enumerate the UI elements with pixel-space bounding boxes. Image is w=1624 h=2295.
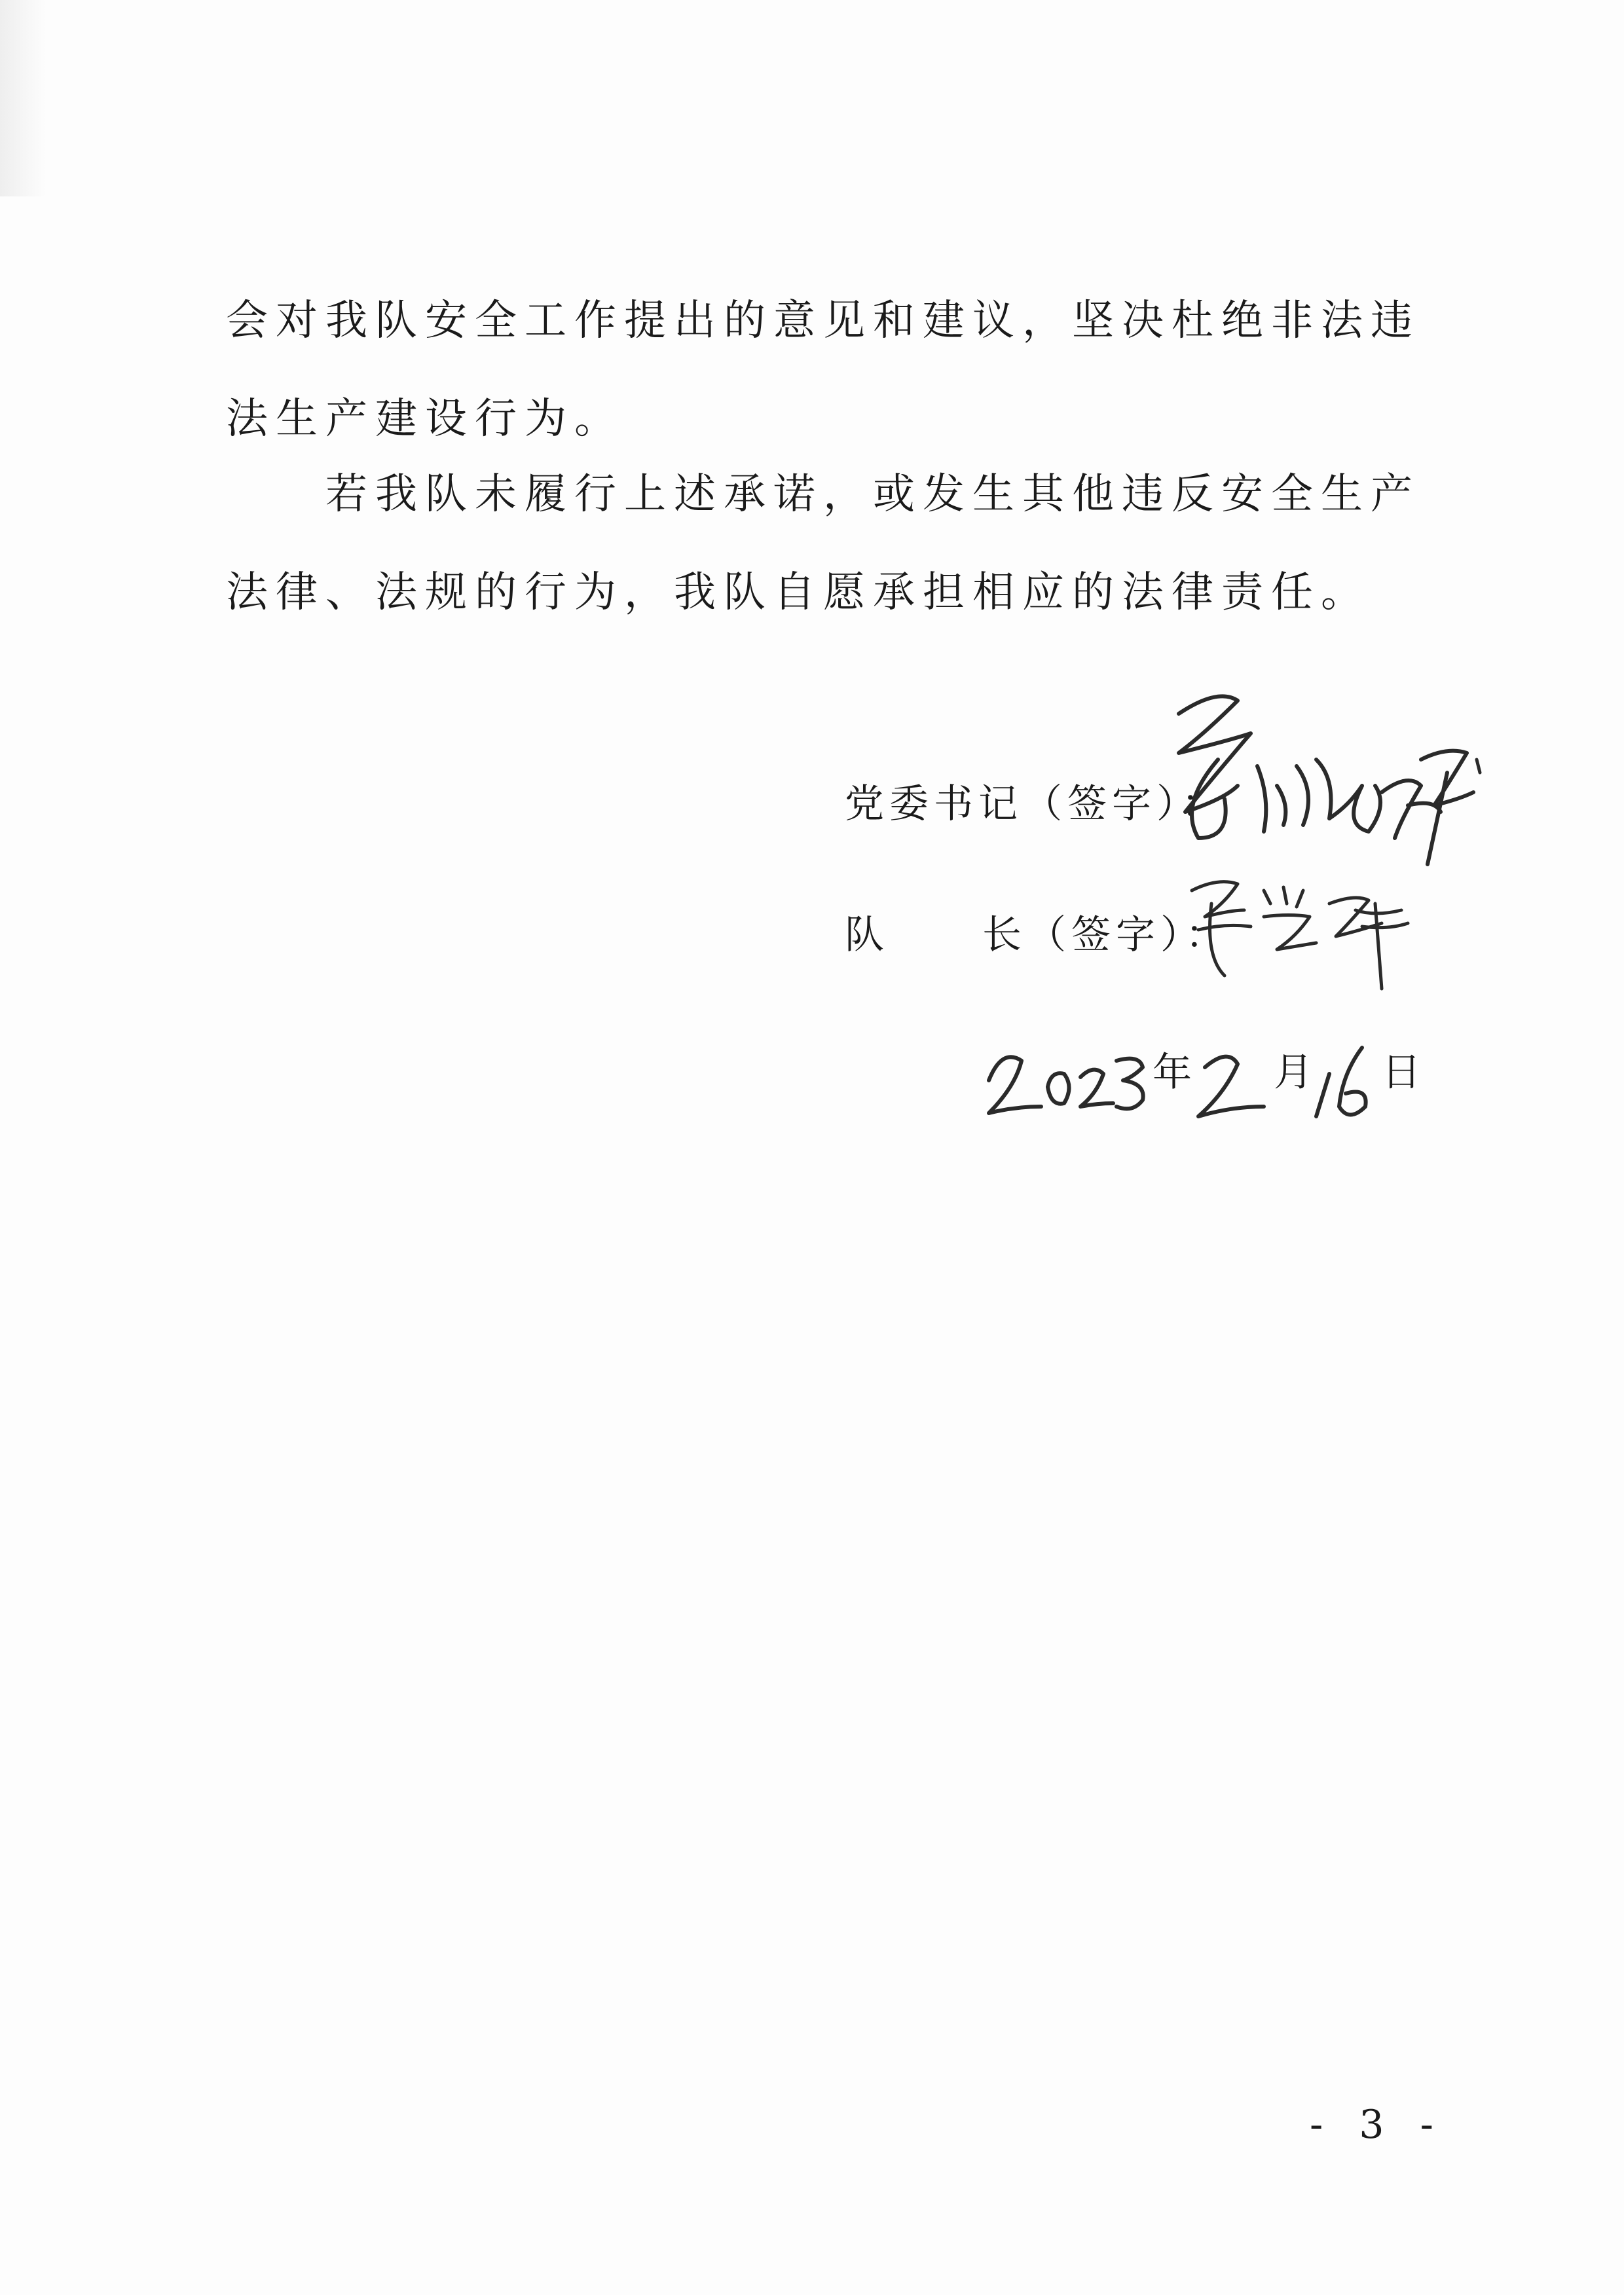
date-year-char: 年 [1153, 1050, 1192, 1095]
secretary-handwritten-signature [1139, 674, 1493, 871]
paragraph-liability: 若我队未履行上述承诺，或发生其他违反安全生产法律、法规的行为，我队自愿承担相应的法律责任。 [226, 470, 1420, 617]
signing-date [976, 1008, 1434, 1126]
date-month-char: 月 [1274, 1050, 1313, 1095]
captain-handwritten-signature [1166, 864, 1428, 995]
page-number: - 3 - [1310, 2102, 1445, 2148]
date-day-char: 日 [1382, 1050, 1421, 1095]
captain-signature-label: 长（签字）： [982, 912, 1230, 958]
scan-shadow [0, 0, 46, 196]
captain-title-char: 队 [845, 912, 889, 958]
handwritten-date-digits [976, 1008, 1434, 1126]
secretary-signature-label: 党委书记（签字）： [845, 781, 1226, 827]
paragraph-commitment-end: 会对我队安全工作提出的意见和建议，坚决杜绝非法违法生产建设行为。 [226, 297, 1420, 443]
